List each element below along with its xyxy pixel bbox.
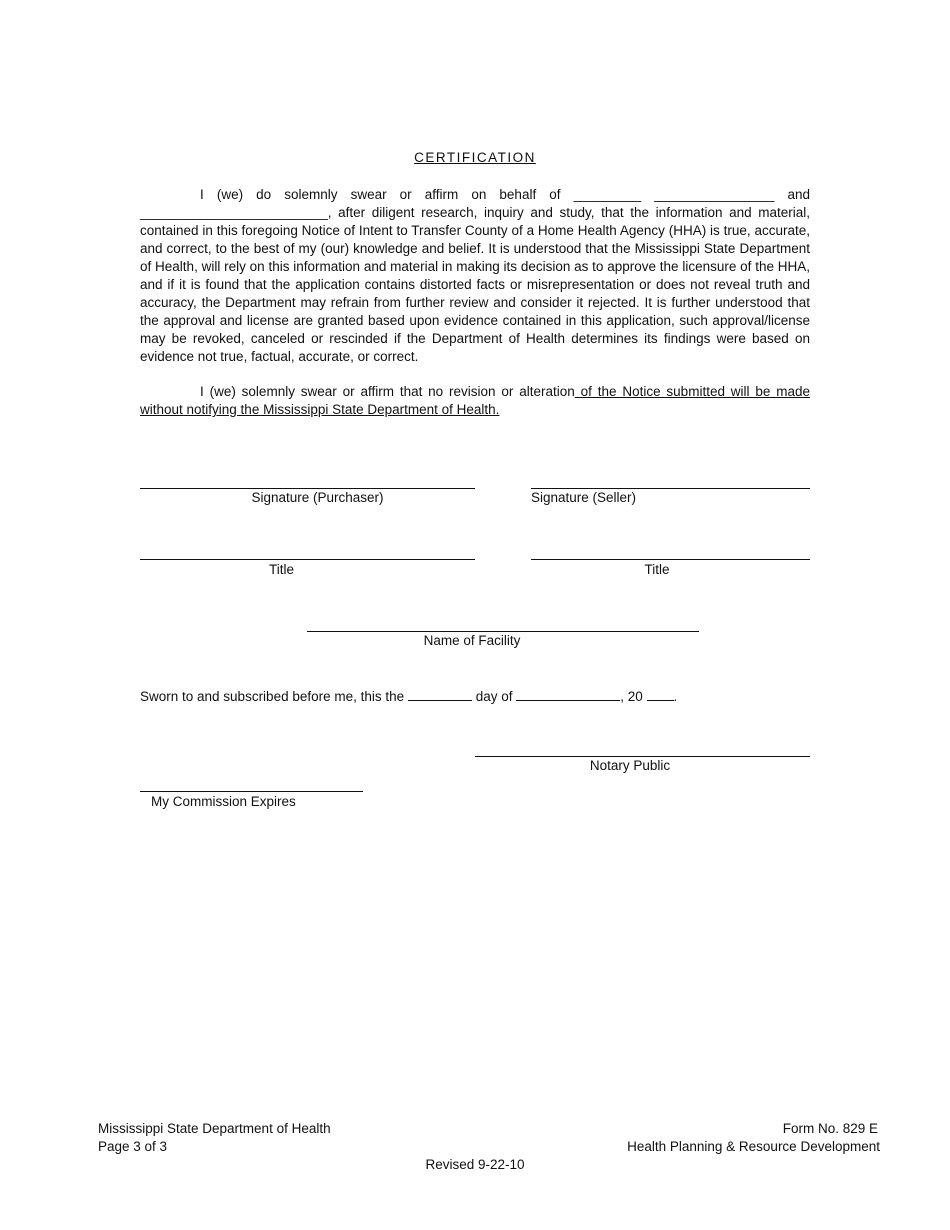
- facility-name-label: Name of Facility: [423, 633, 521, 648]
- certification-paragraph: [140, 186, 810, 366]
- purchaser-signature-label: Signature (Purchaser): [251, 490, 384, 505]
- footer-department: Mississippi State Department of Health: [98, 1121, 331, 1136]
- no-revision-paragraph: [140, 383, 810, 419]
- footer-form-number: Form No. 829 E: [782, 1121, 878, 1136]
- notary-line[interactable]: [475, 756, 810, 757]
- footer-page-number: Page 3 of 3: [98, 1139, 168, 1154]
- year-blank[interactable]: [647, 686, 674, 701]
- day-blank[interactable]: [408, 686, 472, 701]
- footer-right: [627, 1120, 880, 1156]
- seller-title-label: Title: [644, 562, 670, 577]
- sworn-statement: [140, 686, 677, 704]
- sworn-year-prefix: , 20: [620, 689, 643, 704]
- paragraph-1-text: I (we) do solemnly swear or affirm on behalf of _________ ________________ and _________________________, after diligent research, inquiry and study, that the information and material, contained in this foregoing Notice of Intent to Transfer County of a Home Health Agency (HHA) is true, accurate, and correct, to the best of my (our) knowledge and belief. It is understood that the Mississippi State Department of Health, will rely on this information and material in making its decision as to approve the licensure of the HHA, and if it is found that the application contains distorted facts or misrepresentation or does not reveal truth and accuracy, the Department may refrain from further review and consider it rejected. It is further understood that the approval and license are granted based upon evidence contained in this application, such approval/license may be revoked, canceled or rescinded if the Department of Health determines its findings were based on evidence not true, factual, accurate, or correct.: [140, 187, 810, 364]
- purchaser-title-line[interactable]: [140, 559, 475, 560]
- footer-left: [98, 1120, 331, 1156]
- page-title: CERTIFICATION: [414, 150, 536, 165]
- notary-label: Notary Public: [589, 758, 671, 773]
- commission-line[interactable]: [140, 791, 363, 792]
- footer-revised: Revised 9-22-10: [425, 1157, 525, 1172]
- month-blank[interactable]: [516, 686, 620, 701]
- paragraph-2-underlined-text: of the Notice submitted will be made without notifying the Mississippi State Department of Health.: [140, 384, 811, 417]
- sworn-day-of: day of: [475, 689, 513, 704]
- purchaser-signature-line[interactable]: [140, 488, 475, 489]
- facility-name-line[interactable]: [307, 631, 699, 632]
- footer-division: Health Planning & Resource Development: [627, 1139, 880, 1154]
- seller-signature-line[interactable]: [531, 488, 810, 489]
- paragraph-2-text: I (we) solemnly swear or affirm that no revision or alteration: [200, 384, 575, 399]
- sworn-prefix: Sworn to and subscribed before me, this the: [140, 689, 405, 704]
- purchaser-title-label: Title: [268, 562, 294, 577]
- seller-title-line[interactable]: [531, 559, 810, 560]
- commission-label: My Commission Expires: [151, 794, 296, 809]
- seller-signature-label: Signature (Seller): [531, 490, 637, 505]
- sworn-end: .: [673, 689, 678, 704]
